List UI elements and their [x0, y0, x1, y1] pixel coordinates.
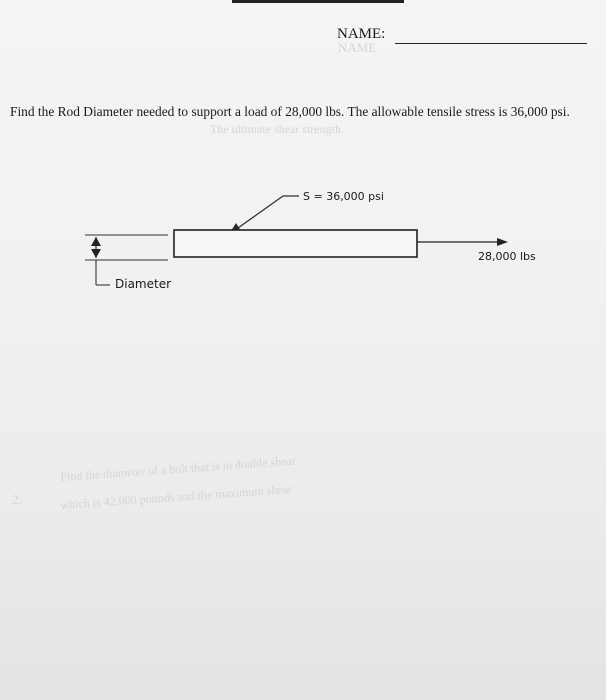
- bleed-through-name: NAME: [338, 40, 377, 55]
- diameter-label: Diameter: [115, 277, 172, 291]
- bleed-through-number: 2.: [12, 492, 22, 507]
- bleed-through-line-1: The ultimate shear strength: [210, 122, 341, 136]
- rod-rectangle: [174, 230, 417, 257]
- load-arrowhead-icon: [497, 238, 508, 246]
- name-label: NAME:: [337, 26, 386, 42]
- bleed-through-line-3: which is 42,000 pounds and the maximum shear: [60, 481, 293, 512]
- dimension-arrow-up-icon: [91, 237, 101, 246]
- stress-label: S = 36,000 psi: [303, 190, 384, 203]
- load-label: 28,000 lbs: [478, 250, 536, 263]
- bleed-through-line-2: Find the diameter of a bolt that is in double shear: [60, 453, 297, 484]
- dimension-arrow-down-icon: [91, 249, 101, 258]
- stress-leader-line: [238, 196, 283, 228]
- problem-statement: Find the Rod Diameter needed to support a load of 28,000 lbs. The allowable tensile stress is 36,000 psi.: [10, 104, 570, 119]
